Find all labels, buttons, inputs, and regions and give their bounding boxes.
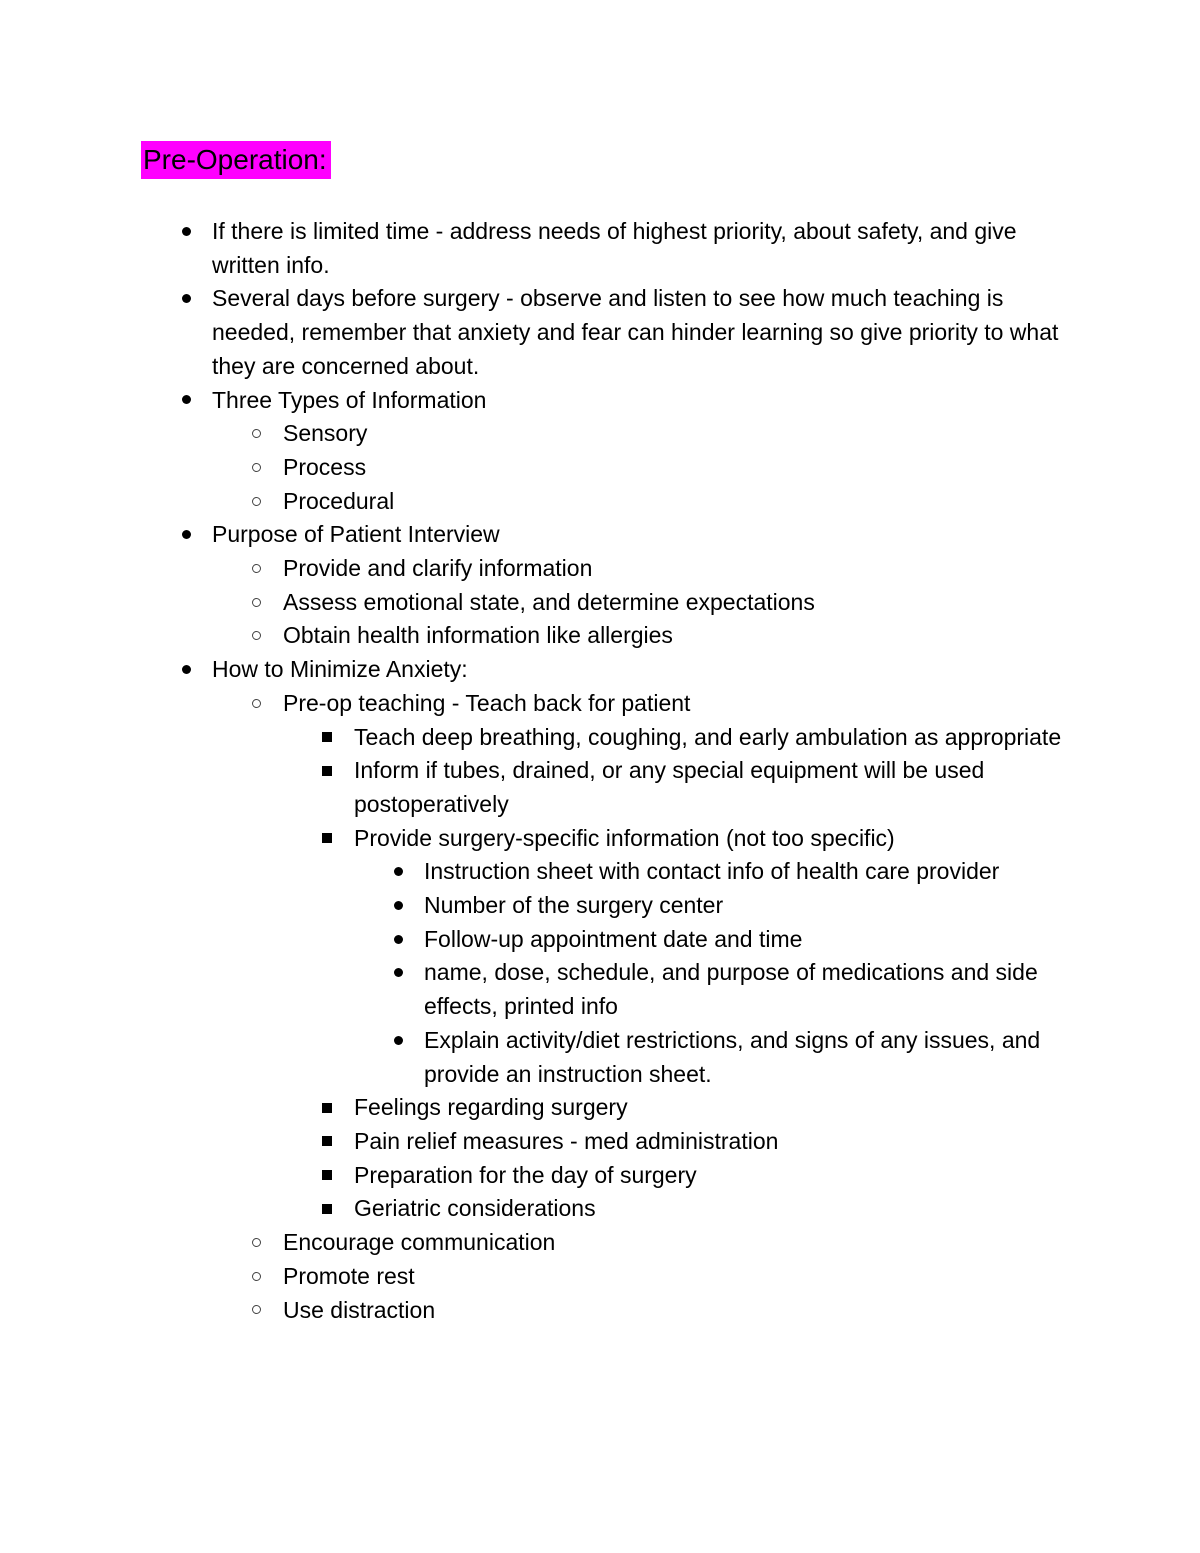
list-item: [0, 822, 1064, 856]
page-title: Pre-Operation:: [141, 141, 331, 179]
bullet-ring-icon: [246, 1260, 266, 1294]
bullet-ring-icon: [246, 417, 266, 451]
bullet-square-icon: [317, 721, 337, 755]
list-item: [0, 754, 1064, 821]
list-item-text: Assess emotional state, and determine expectations: [283, 588, 815, 615]
list-item-text: Feelings regarding surgery: [354, 1094, 628, 1121]
bullet-ring-icon: [246, 586, 266, 620]
list-item-text: Process: [283, 453, 367, 480]
bullet-dot-icon: [176, 282, 196, 316]
list-item-text: Explain activity/diet restrictions, and signs of any issues, and provide an instruction sheet.: [424, 1026, 1041, 1087]
list-item: [0, 855, 1064, 889]
bullet-square-icon: [317, 1159, 337, 1193]
list-item: [0, 215, 1062, 282]
list-item-text: Instruction sheet with contact info of health care provider: [424, 858, 1000, 885]
list-item: [0, 485, 1063, 519]
list-item-text: name, dose, schedule, and purpose of medications and side effects, printed info: [424, 959, 1038, 1020]
list-item-text: Teach deep breathing, coughing, and early ambulation as appropriate: [354, 723, 1062, 750]
list-item-text: Encourage communication: [283, 1229, 556, 1256]
bullet-dot-icon: [176, 384, 196, 418]
list-item-text: Pain relief measures - med administration: [354, 1127, 779, 1154]
list-item: [0, 687, 1063, 721]
bullet-dot-icon: [388, 855, 408, 889]
list-item: [0, 552, 1063, 586]
bullet-square-icon: [317, 1192, 337, 1226]
list-item-text: Inform if tubes, drained, or any special equipment will be used postoperatively: [354, 757, 985, 817]
bullet-ring-icon: [246, 552, 266, 586]
list-item-text: Purpose of Patient Interview: [212, 521, 500, 548]
list-item: [0, 653, 1062, 687]
list-item: [0, 417, 1063, 451]
list-item-text: Promote rest: [283, 1262, 415, 1289]
bullet-square-icon: [317, 754, 337, 788]
list-item-text: Procedural: [283, 487, 395, 514]
list-item-text: Obtain health information like allergies: [283, 622, 673, 649]
list-item-text: Provide surgery-specific information (not too specific): [354, 824, 895, 851]
bullet-dot-icon: [176, 653, 196, 687]
bullet-ring-icon: [246, 451, 266, 485]
bullet-dot-icon: [176, 215, 196, 249]
list-item: [0, 1125, 1064, 1159]
bullet-dot-icon: [388, 1024, 408, 1058]
bullet-ring-icon: [246, 687, 266, 721]
list-item-text: If there is limited time - address needs of highest priority, about safety, and give written info.: [212, 218, 1017, 278]
list-item: [0, 1260, 1063, 1294]
list-item-text: Several days before surgery - observe and listen to see how much teaching is needed, remember that anxiety and fear can hinder learning so give priority to what they are concerned about.: [212, 285, 1059, 379]
list-item: [0, 1091, 1064, 1125]
list-item-text: Sensory: [283, 420, 368, 447]
list-item: [0, 518, 1062, 552]
list-item: [0, 889, 1064, 923]
list-item: [0, 1024, 1064, 1091]
bullet-ring-icon: [246, 1226, 266, 1260]
bullet-dot-icon: [388, 956, 408, 990]
list-item: [0, 1192, 1064, 1226]
list-item-text: Follow-up appointment date and time: [424, 925, 803, 952]
bullet-dot-icon: [176, 518, 196, 552]
bullet-outline: [0, 215, 1200, 1327]
list-item-text: Provide and clarify information: [283, 555, 593, 582]
list-item: [0, 619, 1063, 653]
list-item: [0, 923, 1064, 957]
list-item: [0, 1159, 1064, 1193]
bullet-square-icon: [317, 1125, 337, 1159]
bullet-dot-icon: [388, 923, 408, 957]
list-item: [0, 282, 1062, 383]
list-item-text: Three Types of Information: [212, 386, 487, 413]
bullet-ring-icon: [246, 1294, 266, 1328]
list-item-text: How to Minimize Anxiety:: [212, 656, 468, 683]
list-item-text: Preparation for the day of surgery: [354, 1161, 697, 1188]
list-item: [0, 721, 1064, 755]
bullet-dot-icon: [388, 889, 408, 923]
list-item-text: Pre-op teaching - Teach back for patient: [283, 689, 691, 716]
list-item: [0, 1226, 1063, 1260]
bullet-square-icon: [317, 822, 337, 856]
list-item-text: Geriatric considerations: [354, 1195, 596, 1222]
bullet-ring-icon: [246, 485, 266, 519]
list-item: [0, 451, 1063, 485]
list-item-text: Number of the surgery center: [424, 892, 724, 919]
bullet-ring-icon: [246, 619, 266, 653]
list-item: [0, 586, 1063, 620]
list-item: [0, 384, 1062, 418]
list-item: [0, 1294, 1063, 1328]
list-item-text: Use distraction: [283, 1296, 436, 1323]
bullet-square-icon: [317, 1091, 337, 1125]
list-item: [0, 956, 1064, 1023]
